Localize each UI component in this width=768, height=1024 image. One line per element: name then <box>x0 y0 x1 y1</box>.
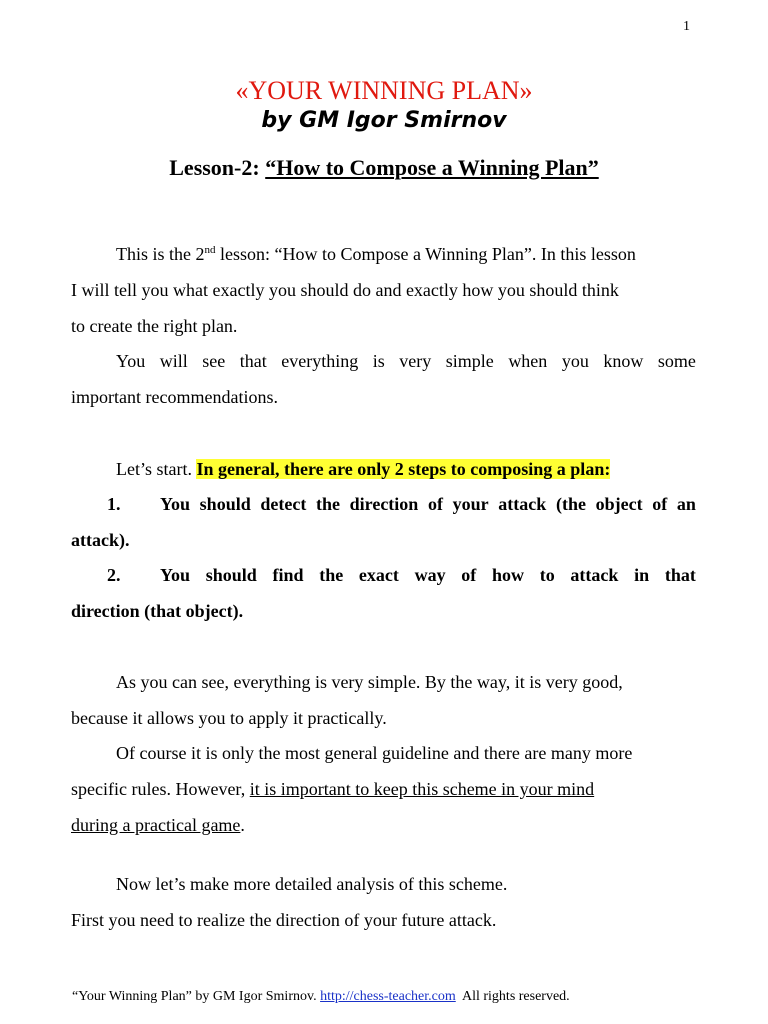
justified-word: detect <box>260 494 307 514</box>
paragraph-5-line-3 <box>71 814 245 836</box>
justified-word: your <box>452 494 489 514</box>
paragraph-3 <box>116 458 610 480</box>
document-title: «YOUR WINNING PLAN» <box>235 76 533 105</box>
footer-text: “Your Winning Plan” by GM Igor Smirnov. <box>72 989 321 1004</box>
paragraph-4-line-2: because it allows you to apply it practically. <box>71 708 387 728</box>
step-1-line-2: attack). <box>71 530 130 550</box>
step-2-line-1 <box>160 564 696 586</box>
step-1-number: 1. <box>107 494 121 514</box>
justified-word: You <box>116 351 146 371</box>
justified-word: should <box>205 565 257 585</box>
justified-word: in <box>634 565 650 585</box>
p3-highlight: In general, there are only 2 steps to composing a plan: <box>196 459 611 479</box>
step1-line1-justified <box>160 493 696 515</box>
justified-word: (the <box>555 494 586 514</box>
justified-word: know <box>603 351 644 371</box>
justified-word: should <box>199 494 251 514</box>
justified-word: you <box>561 351 589 371</box>
step-2-number: 2. <box>107 565 121 585</box>
p1-line1-before: This is the 2 <box>116 244 205 264</box>
p2-line1-justified <box>116 350 696 372</box>
justified-word: to <box>539 565 555 585</box>
paragraph-2-line-1 <box>116 350 696 372</box>
justified-word: how <box>492 565 525 585</box>
justified-word: way <box>414 565 446 585</box>
paragraph-6-line-2: First you need to realize the direction of your future attack. <box>71 910 497 930</box>
lesson-prefix: Lesson-2: <box>169 155 266 180</box>
p5-line2-before: specific rules. However, <box>71 779 250 799</box>
p5-underlined-1: it is important to keep this scheme in your mind <box>249 779 595 799</box>
page-number: 1 <box>683 19 690 34</box>
justified-word: an <box>676 494 696 514</box>
page-footer <box>72 988 570 1006</box>
p1-line1-after: lesson: “How to Compose a Winning Plan”. In this lesson <box>215 244 636 264</box>
justified-word: find <box>272 565 304 585</box>
p1-superscript: nd <box>204 244 216 256</box>
justified-word: the <box>319 565 344 585</box>
lesson-name: “How to Compose a Winning Plan” <box>265 155 599 180</box>
paragraph-5-line-1: Of course it is only the most general guideline and there are many more <box>116 743 633 763</box>
footer-rights: All rights reserved. <box>455 989 570 1004</box>
justified-word: everything <box>281 351 359 371</box>
step-2-line-2: direction (that object). <box>71 601 244 621</box>
p5-line3-after: . <box>240 815 245 835</box>
justified-word: attack <box>498 494 547 514</box>
paragraph-1-line-3: to create the right plan. <box>71 316 238 336</box>
justified-word: attack <box>570 565 619 585</box>
step2-line1-justified <box>160 564 696 586</box>
paragraph-1-line-1 <box>116 243 636 265</box>
footer-link[interactable]: http://chess-teacher.com <box>320 989 456 1004</box>
paragraph-6-line-1: Now let’s make more detailed analysis of this scheme. <box>116 874 508 894</box>
justified-word: of <box>427 494 443 514</box>
justified-word: object <box>595 494 643 514</box>
justified-word: that <box>664 565 696 585</box>
justified-word: when <box>508 351 548 371</box>
justified-word: some <box>657 351 696 371</box>
justified-word: see <box>202 351 226 371</box>
paragraph-1-line-2: I will tell you what exactly you should do and exactly how you should think <box>71 280 619 300</box>
paragraph-2-line-2: important recommendations. <box>71 387 278 407</box>
justified-word: very <box>399 351 432 371</box>
p3-intro: Let’s start. <box>116 459 197 479</box>
justified-word: direction <box>349 494 419 514</box>
justified-word: that <box>239 351 267 371</box>
justified-word: will <box>159 351 188 371</box>
step-1-line-1 <box>160 493 696 515</box>
justified-word: of <box>652 494 668 514</box>
paragraph-5-line-2 <box>71 778 594 800</box>
justified-word: the <box>316 494 340 514</box>
justified-word: You <box>160 565 191 585</box>
justified-word: You <box>160 494 191 514</box>
justified-word: simple <box>445 351 494 371</box>
paragraph-4-line-1: As you can see, everything is very simple. By the way, it is very good, <box>116 672 623 692</box>
justified-word: of <box>461 565 477 585</box>
justified-word: exact <box>358 565 399 585</box>
lesson-title <box>0 154 768 182</box>
document-author: by GM Igor Smirnov <box>261 108 507 133</box>
p5-underlined-2: during a practical game <box>71 815 241 835</box>
justified-word: is <box>372 351 385 371</box>
